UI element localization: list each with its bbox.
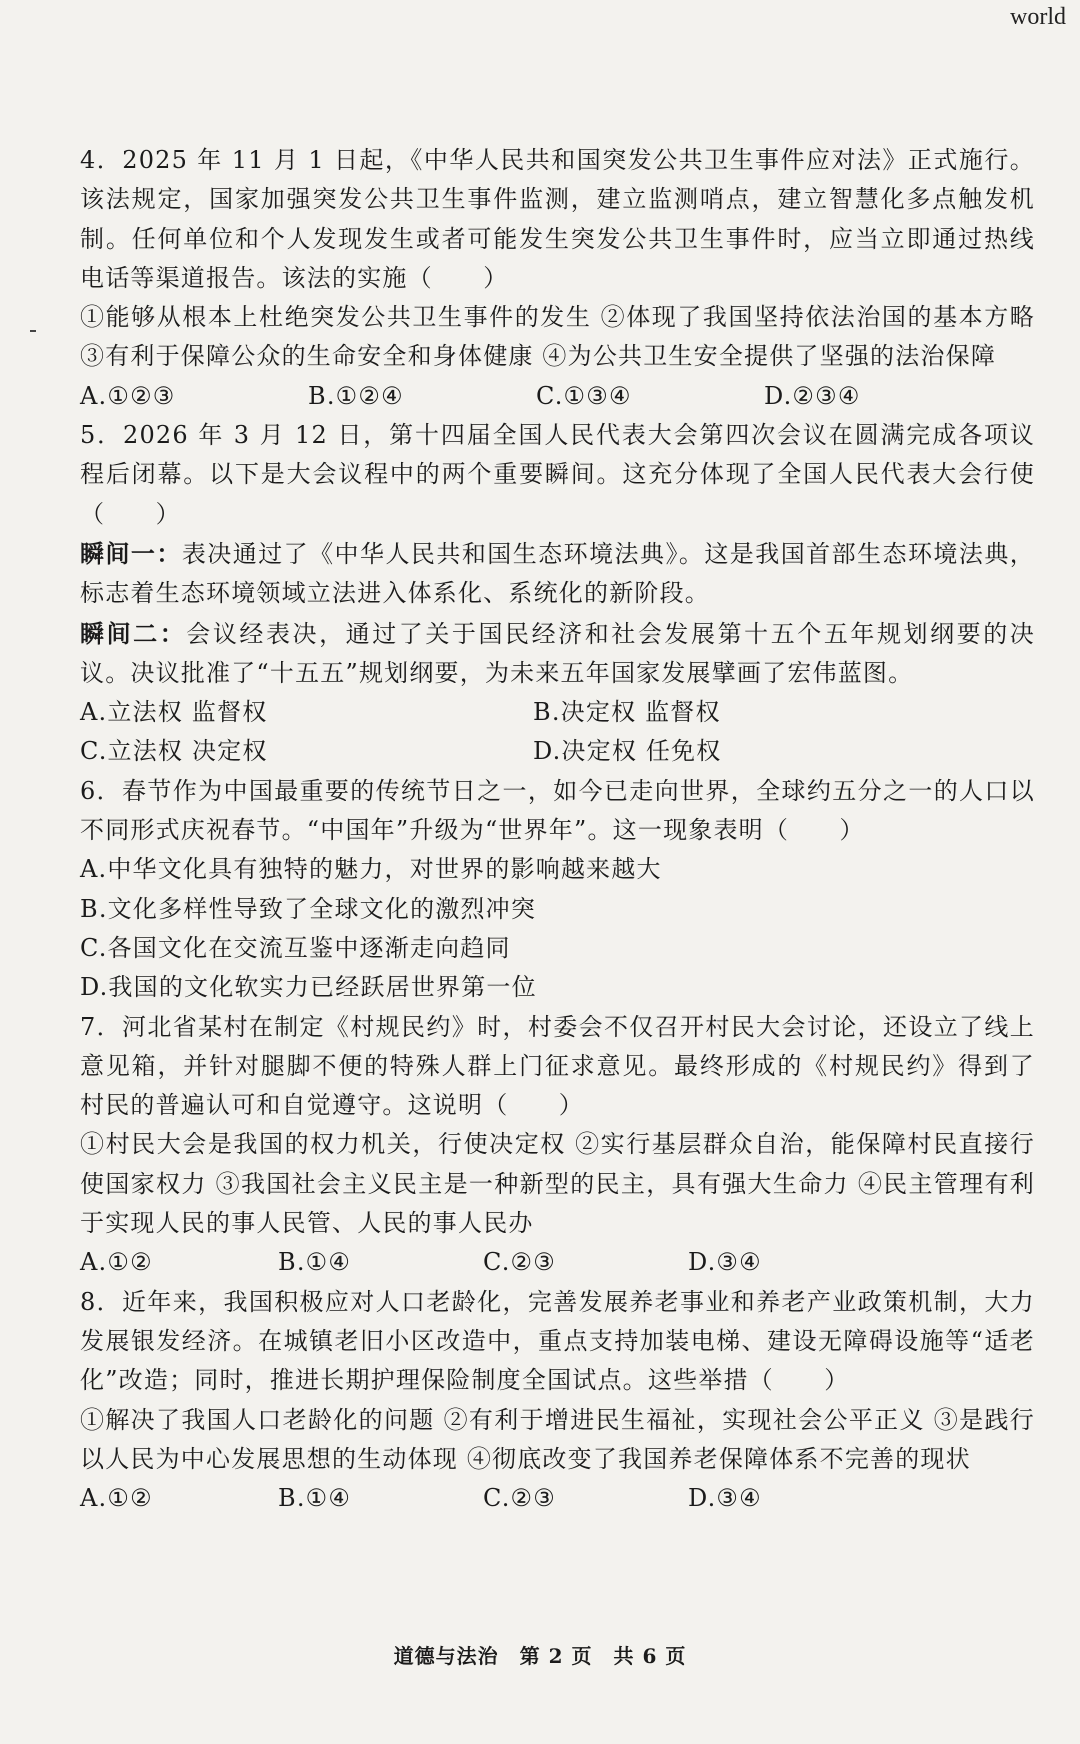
q5-moment1-label: 瞬间一： [80,538,182,568]
q4-option-c: C.①③④ [536,381,632,410]
q5-options-row2 [80,732,1035,771]
q7-option-d: D.③④ [688,1248,762,1277]
q7-option-b: B.①④ [278,1248,352,1277]
q4-option-a: A.①②③ [80,381,176,410]
q5-option-b: B.决定权 监督权 [533,698,721,727]
q7-options [80,1243,1035,1282]
scan-mark [30,330,36,332]
q5-moment1 [80,534,1035,614]
q6-option-d: D.我国的文化软实力已经跃居世界第一位 [80,973,537,1002]
page-footer: 道德与法治 第 2 页 共 6 页 [393,1644,687,1668]
q7-option-a: A.①② [80,1248,153,1277]
q5-moment2 [80,614,1035,694]
questions [80,141,1035,1518]
q5-option-a: A.立法权 监督权 [80,698,268,727]
q8-option-b: B.①④ [278,1484,352,1513]
q4-stem: 4．2025 年 11 月 1 日起，《中华人民共和国突发公共卫生事件应对法》正式施行。该法规定，国家加强突发公共卫生事件监测，建立监测哨点，建立智慧化多点触发机制。任何单位和个人发现发生或者可能发生突发公共卫生事件时，应当立即通过热线电话等渠道报告。该法的实施（ ） [80,146,1035,292]
q8-stem: 8．近年来，我国积极应对人口老龄化，完善发展养老事业和养老产业政策机制，大力发展银发经济。在城镇老旧小区改造中，重点支持加装电梯、建设无障碍设施等“适老化”改造；同时，推进长期护理保险制度全国试点。这些举措（ ） [80,1287,1035,1395]
q5-option-d: D.决定权 任免权 [533,737,722,766]
q4-option-d: D.②③④ [764,381,861,410]
q5-moment2-label: 瞬间二： [80,618,187,648]
q8-option-c: C.②③ [483,1484,556,1513]
q7-statements: ①村民大会是我国的权力机关，行使决定权 ②实行基层群众自治，能保障村民直接行使国家权力 ③我国社会主义民主是一种新型的民主，具有强大生命力 ④民主管理有利于实现人民的事人民管、人民的事人民办 [80,1130,1035,1238]
q6-option-c: C.各国文化在交流互鉴中逐渐走向趋同 [80,933,511,962]
q5-moment2-text: 会议经表决，通过了关于国民经济和社会发展第十五个五年规划纲要的决议。决议批准了“十五五”规划纲要，为未来五年国家发展擘画了宏伟蓝图。 [80,619,1035,687]
q6-option-b: B.文化多样性导致了全球文化的激烈冲突 [80,894,537,923]
q4-statements: ①能够从根本上杜绝突发公共卫生事件的发生 ②体现了我国坚持依法治国的基本方略 ③有利于保障公众的生命安全和身体健康 ④为公共卫生安全提供了坚强的法治保障 [80,303,1035,371]
q4-option-b: B.①②④ [308,381,404,410]
q6-option-a: A.中华文化具有独特的魅力，对世界的影响越来越大 [80,855,662,884]
q6-stem: 6．春节作为中国最重要的传统节日之一，如今已走向世界，全球约五分之一的人口以不同形式庆祝春节。“中国年”升级为“世界年”。这一现象表明（ ） [80,776,1035,845]
corner-text: world [1010,4,1066,30]
q8-option-a: A.①② [80,1484,153,1513]
q5-stem: 5．2026 年 3 月 12 日，第十四届全国人民代表大会第四次会议在圆满完成各项议程后闭幕。以下是大会议程中的两个重要瞬间。这充分体现了全国人民代表大会行使（ ） [80,421,1035,528]
q7-option-c: C.②③ [483,1248,556,1277]
q8-options [80,1479,1035,1518]
q4-options [80,377,1035,416]
q8-option-d: D.③④ [688,1484,762,1513]
q5-moment1-text: 表决通过了《中华人民共和国生态环境法典》。这是我国首部生态环境法典，标志着生态环境领域立法进入体系化、系统化的新阶段。 [80,539,1035,608]
q7-stem: 7．河北省某村在制定《村规民约》时，村委会不仅召开村民大会讨论，还设立了线上意见箱，并针对腿脚不便的特殊人群上门征求意见。最终形成的《村规民约》得到了村民的普遍认可和自觉遵守。这说明（ ） [80,1012,1035,1120]
q5-options-row1 [80,693,1035,732]
q8-statements: ①解决了我国人口老龄化的问题 ②有利于增进民生福祉，实现社会公平正义 ③是践行以人民为中心发展思想的生动体现 ④彻底改变了我国养老保障体系不完善的现状 [80,1405,1035,1473]
q5-option-c: C.立法权 决定权 [80,737,268,766]
